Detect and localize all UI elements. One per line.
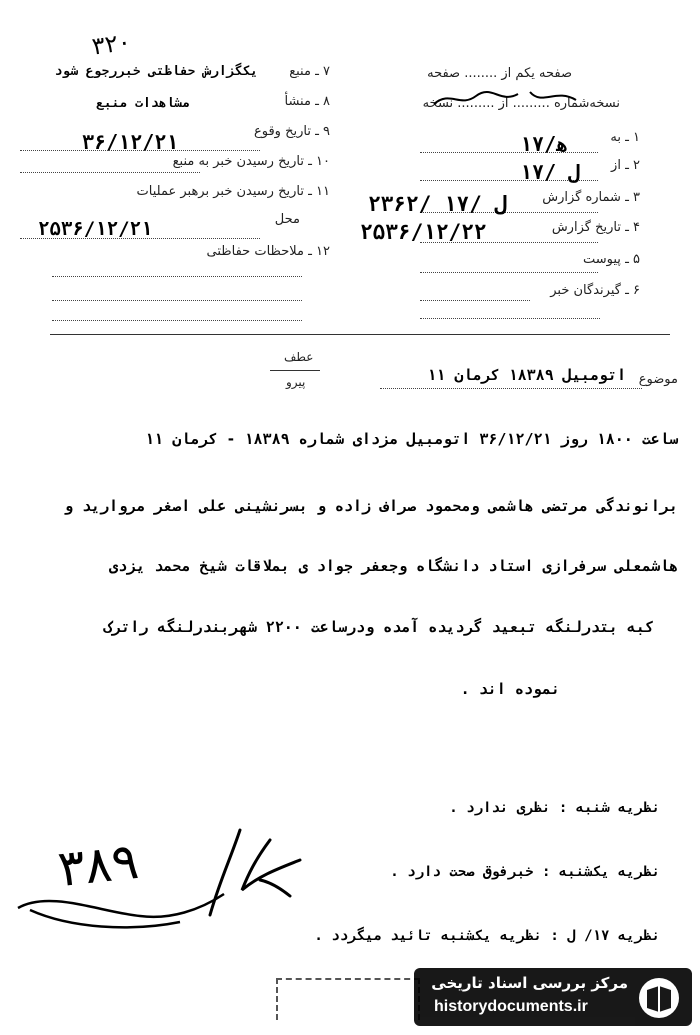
watermark-title: مرکز بررسی اسناد تاریخی [431, 974, 628, 992]
copy-number-line: نسخه‌شماره ......... از ......... نسخه [422, 96, 620, 111]
watermark-badge [414, 968, 692, 1026]
field-label-attachment: ۵ ـ پیوست [583, 252, 640, 267]
subject-label: موضوع [638, 372, 678, 387]
field-value-report-date: ۲۵۳۶/۱۲/۲۲ [360, 220, 487, 244]
field-dots-notes-2 [52, 300, 302, 301]
page-corner-number: ۳۲۰ [90, 27, 133, 61]
archive-book-icon [636, 976, 682, 1020]
watermark-url: historydocuments.ir [434, 998, 588, 1015]
field-label-recipients: ۶ ـ گیرندگان خبر [550, 283, 640, 298]
field-dots-notes-3 [52, 320, 302, 321]
field-value-from: ۱۷/ ل [520, 160, 581, 184]
handwritten-stroke [10, 880, 230, 940]
field-dots-notes-1 [52, 276, 302, 277]
field-value-event-date: ۳۶/۱۲/۲۱ [82, 130, 179, 154]
ref-box-divider [270, 370, 320, 371]
body-line: برانوندگی مرتضی هاشمی ومحمود صراف زاده و بسرنشینی علی اصغر مروارید و [63, 497, 678, 515]
field-value-to: ۱۷/ﻫ [520, 132, 569, 156]
field-label-origin: ۸ ـ منشأ [284, 94, 330, 109]
opinion-line: نظریه ۱۷/ ل : نظریه یکشنبه تائید میگردد . [314, 928, 660, 944]
field-label-event-date: ۹ ـ تاریخ وقوع [253, 124, 330, 139]
field-label-security-notes: ۱۲ ـ ملاحظات حفاظتی [206, 244, 330, 259]
copy-signature [430, 86, 580, 112]
handwritten-number: ۳۸۹ [55, 831, 142, 899]
field-label-location: محل [274, 212, 300, 227]
field-label-from: ۲ ـ از [611, 158, 640, 173]
field-value-source: یکگزارش حفاظتی خبررجوع شود [54, 64, 258, 79]
field-value-origin: مشاهدات منبع [96, 96, 190, 111]
field-value-location: ۲۵۳۶/۱۲/۲۱ [38, 218, 153, 240]
subject-dots [380, 388, 642, 389]
subject-value: اتومبیل ۱۸۳۸۹ کرمان ۱۱ [427, 366, 626, 384]
field-dots-location [20, 238, 260, 239]
field-label-to: ۱ ـ به [610, 130, 640, 145]
field-dots-recipients-2 [420, 318, 600, 319]
stamp-box [276, 978, 420, 1020]
field-label-received-by-operations: ۱۱ ـ تاریخ رسیدن خبر برهبر عملیات [136, 184, 330, 199]
field-label-received-by-source: ۱۰ ـ تاریخ رسیدن خبر به منبع [172, 154, 330, 169]
header-divider [50, 334, 670, 335]
field-label-source: ۷ ـ منبع [289, 64, 330, 79]
page-count-line: صفحه یکم از ........ صفحه [427, 66, 572, 81]
field-value-report-number: ۲۳۶۲/ ۱۷/ ل [368, 192, 508, 216]
field-dots-recipients-1 [420, 300, 530, 301]
field-dots-attachment [420, 272, 598, 273]
opinion-line: نظریه شنبه : نظری ندارد . [449, 800, 660, 816]
field-label-report-date: ۴ ـ تاریخ گزارش [551, 220, 640, 235]
field-dots-received-by-source [20, 172, 200, 173]
body-line: کبه بتدرلنگه تبعید گردیده آمده ودرساعت ۲۲۰۰ شهربندرلنگه راترک [103, 618, 654, 636]
followup-label: پیرو [286, 375, 306, 389]
ref-label: عطف [284, 350, 314, 364]
body-line: نموده اند . [460, 680, 560, 698]
field-label-report-number: ۳ ـ شماره گزارش [542, 190, 640, 205]
body-line: هاشمعلی سرفرازی استاد دانشگاه وجعفر جواد ی بملاقات شیخ محمد یزدی [109, 557, 678, 575]
field-dots-event-date [20, 150, 260, 151]
field-dots-to [420, 152, 598, 153]
opinion-line: نظریه یکشنبه : خبرفوق صحت دارد . [390, 864, 660, 880]
signature [200, 820, 310, 920]
body-line: ساعت ۱۸۰۰ روز ۳۶/۱۲/۲۱ اتومبیل مزدای شماره ۱۸۳۸۹ - کرمان ۱۱ [145, 430, 678, 448]
